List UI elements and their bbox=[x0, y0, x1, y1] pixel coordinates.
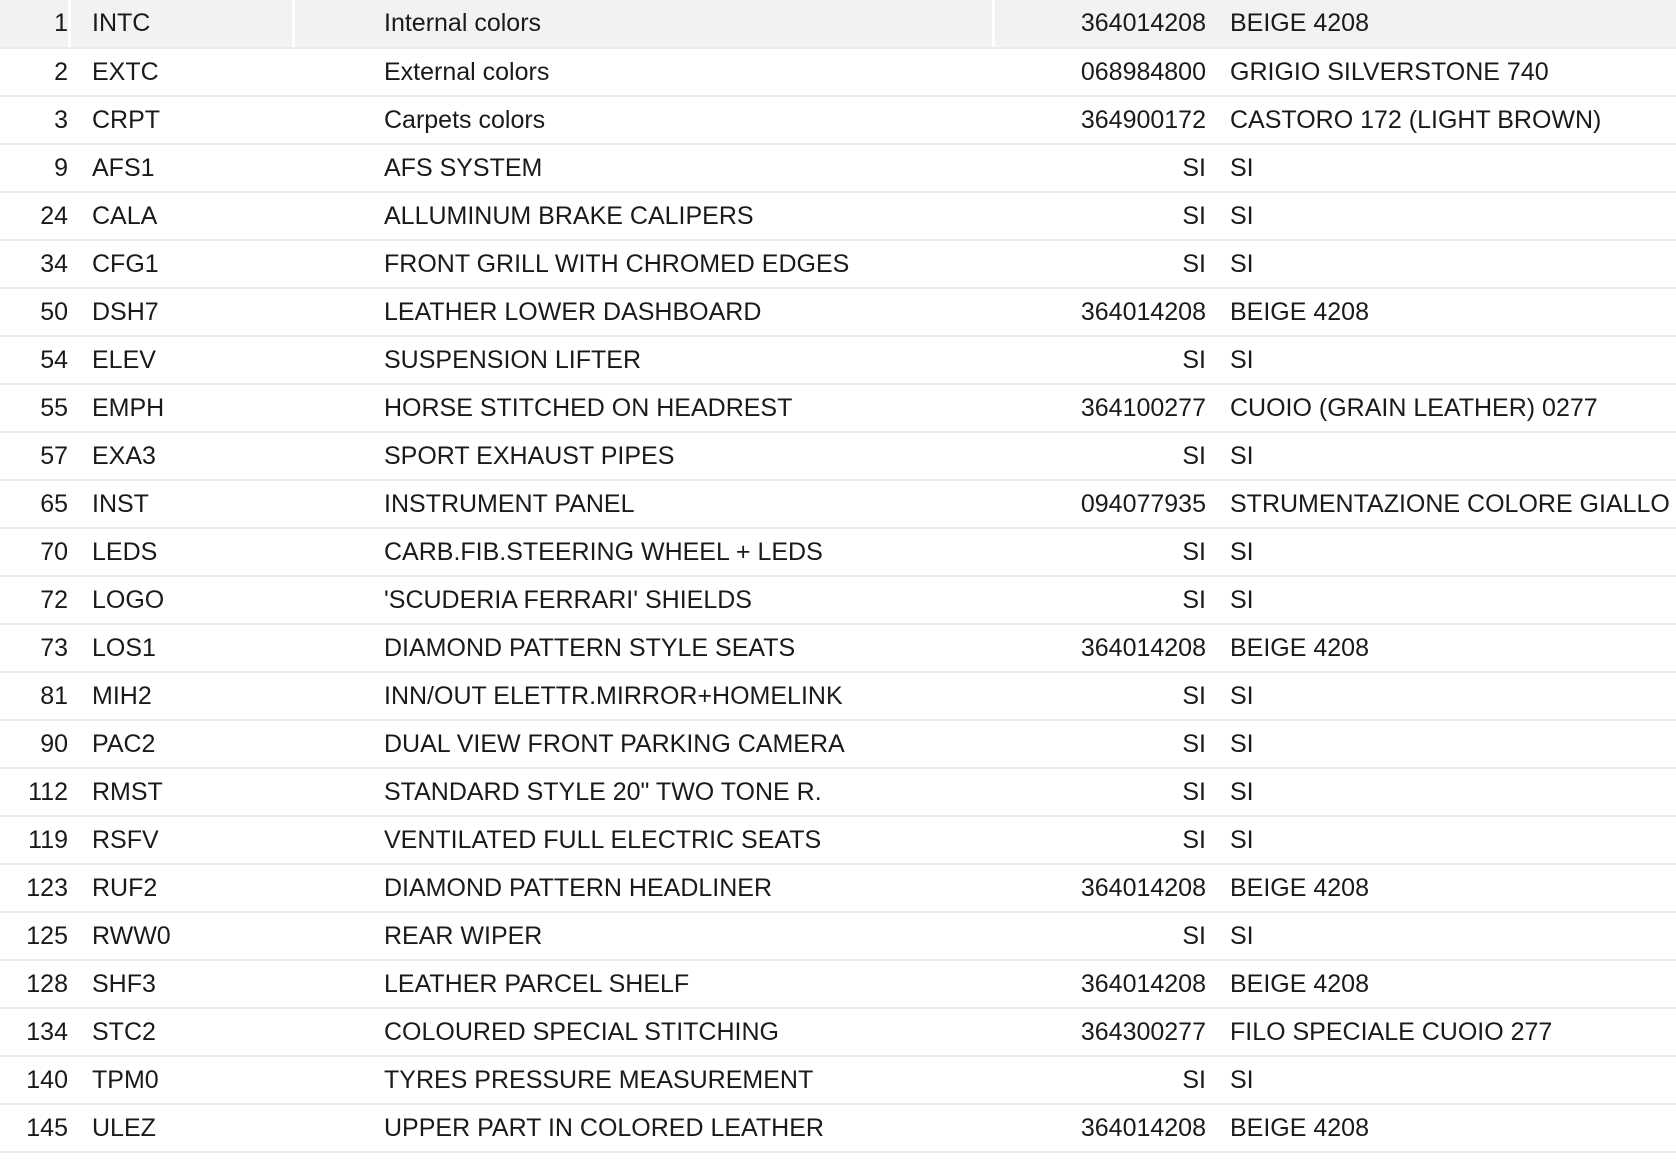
table-row[interactable] bbox=[0, 720, 1676, 768]
option-value-cell: 364100277 bbox=[992, 384, 1206, 432]
option-value-cell: 364014208 bbox=[992, 0, 1206, 48]
option-code-cell: CRPT bbox=[68, 96, 292, 144]
option-description-cell: HORSE STITCHED ON HEADREST bbox=[292, 384, 992, 432]
option-code-cell: RMST bbox=[68, 768, 292, 816]
option-value-label-cell: SI bbox=[1206, 528, 1676, 576]
row-number-cell: 145 bbox=[0, 1104, 68, 1152]
row-number-cell: 2 bbox=[0, 48, 68, 96]
table-row[interactable] bbox=[0, 144, 1676, 192]
table-row[interactable] bbox=[0, 0, 1676, 48]
option-description-cell: Carpets colors bbox=[292, 96, 992, 144]
row-number-cell: 90 bbox=[0, 720, 68, 768]
option-code-cell: PAC2 bbox=[68, 720, 292, 768]
option-value-label-cell: SI bbox=[1206, 672, 1676, 720]
table-row[interactable] bbox=[0, 912, 1676, 960]
row-number-cell: 1 bbox=[0, 0, 68, 48]
option-value-cell: SI bbox=[992, 144, 1206, 192]
table-row[interactable] bbox=[0, 48, 1676, 96]
row-number-cell: 112 bbox=[0, 768, 68, 816]
table-row[interactable] bbox=[0, 1056, 1676, 1104]
option-value-cell: 364300277 bbox=[992, 1008, 1206, 1056]
table-row[interactable] bbox=[0, 1104, 1676, 1152]
option-value-label-cell: STRUMENTAZIONE COLORE GIALLO bbox=[1206, 480, 1676, 528]
option-code-cell: INTC bbox=[68, 0, 292, 48]
option-value-label-cell: BEIGE 4208 bbox=[1206, 0, 1676, 48]
row-number-cell: 119 bbox=[0, 816, 68, 864]
option-value-cell: SI bbox=[992, 768, 1206, 816]
option-description-cell: SUSPENSION LIFTER bbox=[292, 336, 992, 384]
option-code-cell: EXA3 bbox=[68, 432, 292, 480]
option-description-cell: DUAL VIEW FRONT PARKING CAMERA bbox=[292, 720, 992, 768]
option-description-cell: LEATHER LOWER DASHBOARD bbox=[292, 288, 992, 336]
table-row[interactable] bbox=[0, 768, 1676, 816]
option-code-cell: LOS1 bbox=[68, 624, 292, 672]
table-row[interactable] bbox=[0, 96, 1676, 144]
row-number-cell: 125 bbox=[0, 912, 68, 960]
option-code-cell: EXTC bbox=[68, 48, 292, 96]
option-value-cell: 094077935 bbox=[992, 480, 1206, 528]
option-value-label-cell: CASTORO 172 (LIGHT BROWN) bbox=[1206, 96, 1676, 144]
option-value-label-cell: SI bbox=[1206, 144, 1676, 192]
option-value-cell: 364014208 bbox=[992, 864, 1206, 912]
table-row[interactable] bbox=[0, 336, 1676, 384]
option-value-cell: SI bbox=[992, 672, 1206, 720]
option-description-cell: Internal colors bbox=[292, 0, 992, 48]
option-description-cell: CARB.FIB.STEERING WHEEL + LEDS bbox=[292, 528, 992, 576]
option-value-label-cell: SI bbox=[1206, 912, 1676, 960]
option-value-cell: SI bbox=[992, 816, 1206, 864]
option-value-cell: SI bbox=[992, 528, 1206, 576]
option-value-label-cell: BEIGE 4208 bbox=[1206, 960, 1676, 1008]
option-value-label-cell: FILO SPECIALE CUOIO 277 bbox=[1206, 1008, 1676, 1056]
option-description-cell: ALLUMINUM BRAKE CALIPERS bbox=[292, 192, 992, 240]
table-row[interactable] bbox=[0, 816, 1676, 864]
row-number-cell: 3 bbox=[0, 96, 68, 144]
option-description-cell: LEATHER PARCEL SHELF bbox=[292, 960, 992, 1008]
option-code-cell: TPM0 bbox=[68, 1056, 292, 1104]
table-row[interactable] bbox=[0, 480, 1676, 528]
option-value-label-cell: SI bbox=[1206, 432, 1676, 480]
row-number-cell: 128 bbox=[0, 960, 68, 1008]
row-number-cell: 72 bbox=[0, 576, 68, 624]
option-description-cell: STANDARD STYLE 20" TWO TONE R. bbox=[292, 768, 992, 816]
table-row[interactable] bbox=[0, 624, 1676, 672]
option-description-cell: SPORT EXHAUST PIPES bbox=[292, 432, 992, 480]
option-value-cell: SI bbox=[992, 912, 1206, 960]
table-row[interactable] bbox=[0, 672, 1676, 720]
option-description-cell: External colors bbox=[292, 48, 992, 96]
option-value-label-cell: CUOIO (GRAIN LEATHER) 0277 bbox=[1206, 384, 1676, 432]
table-row[interactable] bbox=[0, 864, 1676, 912]
option-code-cell: RWW0 bbox=[68, 912, 292, 960]
option-code-cell: ULEZ bbox=[68, 1104, 292, 1152]
option-code-cell: EMPH bbox=[68, 384, 292, 432]
row-number-cell: 57 bbox=[0, 432, 68, 480]
row-number-cell: 65 bbox=[0, 480, 68, 528]
option-value-cell: 364014208 bbox=[992, 960, 1206, 1008]
option-value-cell: SI bbox=[992, 240, 1206, 288]
option-value-cell: SI bbox=[992, 336, 1206, 384]
table-row[interactable] bbox=[0, 960, 1676, 1008]
option-value-cell: 364900172 bbox=[992, 96, 1206, 144]
option-value-cell: SI bbox=[992, 576, 1206, 624]
option-value-label-cell: SI bbox=[1206, 240, 1676, 288]
row-number-cell: 81 bbox=[0, 672, 68, 720]
option-description-cell: UPPER PART IN COLORED LEATHER bbox=[292, 1104, 992, 1152]
option-description-cell: VENTILATED FULL ELECTRIC SEATS bbox=[292, 816, 992, 864]
option-description-cell: INSTRUMENT PANEL bbox=[292, 480, 992, 528]
row-number-cell: 54 bbox=[0, 336, 68, 384]
option-description-cell: FRONT GRILL WITH CHROMED EDGES bbox=[292, 240, 992, 288]
option-code-cell: RUF2 bbox=[68, 864, 292, 912]
option-description-cell: 'SCUDERIA FERRARI' SHIELDS bbox=[292, 576, 992, 624]
option-code-cell: SHF3 bbox=[68, 960, 292, 1008]
option-value-label-cell: BEIGE 4208 bbox=[1206, 864, 1676, 912]
option-code-cell: LEDS bbox=[68, 528, 292, 576]
row-number-cell: 24 bbox=[0, 192, 68, 240]
option-code-cell: ELEV bbox=[68, 336, 292, 384]
option-code-cell: DSH7 bbox=[68, 288, 292, 336]
option-value-label-cell: SI bbox=[1206, 192, 1676, 240]
row-number-cell: 55 bbox=[0, 384, 68, 432]
option-value-cell: SI bbox=[992, 192, 1206, 240]
option-value-label-cell: SI bbox=[1206, 336, 1676, 384]
row-number-cell: 50 bbox=[0, 288, 68, 336]
table-row[interactable] bbox=[0, 528, 1676, 576]
option-description-cell: AFS SYSTEM bbox=[292, 144, 992, 192]
option-code-cell: RSFV bbox=[68, 816, 292, 864]
option-code-cell: STC2 bbox=[68, 1008, 292, 1056]
row-number-cell: 34 bbox=[0, 240, 68, 288]
option-value-cell: 364014208 bbox=[992, 1104, 1206, 1152]
row-number-cell: 70 bbox=[0, 528, 68, 576]
option-value-cell: SI bbox=[992, 720, 1206, 768]
table-row[interactable] bbox=[0, 576, 1676, 624]
option-description-cell: DIAMOND PATTERN STYLE SEATS bbox=[292, 624, 992, 672]
option-code-cell: MIH2 bbox=[68, 672, 292, 720]
option-code-cell: LOGO bbox=[68, 576, 292, 624]
option-value-label-cell: SI bbox=[1206, 1056, 1676, 1104]
table-row[interactable] bbox=[0, 432, 1676, 480]
option-description-cell: INN/OUT ELETTR.MIRROR+HOMELINK bbox=[292, 672, 992, 720]
option-value-cell: 364014208 bbox=[992, 624, 1206, 672]
row-number-cell: 123 bbox=[0, 864, 68, 912]
option-description-cell: DIAMOND PATTERN HEADLINER bbox=[292, 864, 992, 912]
option-value-cell: SI bbox=[992, 1056, 1206, 1104]
option-code-cell: CFG1 bbox=[68, 240, 292, 288]
option-value-label-cell: GRIGIO SILVERSTONE 740 bbox=[1206, 48, 1676, 96]
table-row[interactable] bbox=[0, 384, 1676, 432]
option-description-cell: COLOURED SPECIAL STITCHING bbox=[292, 1008, 992, 1056]
option-code-cell: AFS1 bbox=[68, 144, 292, 192]
row-number-cell: 9 bbox=[0, 144, 68, 192]
option-code-cell: INST bbox=[68, 480, 292, 528]
option-value-label-cell: BEIGE 4208 bbox=[1206, 1104, 1676, 1152]
table-row[interactable] bbox=[0, 192, 1676, 240]
row-number-cell: 134 bbox=[0, 1008, 68, 1056]
option-code-cell: CALA bbox=[68, 192, 292, 240]
option-value-label-cell: SI bbox=[1206, 768, 1676, 816]
table-row[interactable] bbox=[0, 1008, 1676, 1056]
option-value-cell: 068984800 bbox=[992, 48, 1206, 96]
row-number-cell: 73 bbox=[0, 624, 68, 672]
option-value-label-cell: SI bbox=[1206, 720, 1676, 768]
option-description-cell: REAR WIPER bbox=[292, 912, 992, 960]
option-value-cell: 364014208 bbox=[992, 288, 1206, 336]
row-number-cell: 140 bbox=[0, 1056, 68, 1104]
option-value-label-cell: BEIGE 4208 bbox=[1206, 288, 1676, 336]
option-description-cell: TYRES PRESSURE MEASUREMENT bbox=[292, 1056, 992, 1104]
table-row[interactable] bbox=[0, 288, 1676, 336]
option-value-cell: SI bbox=[992, 432, 1206, 480]
option-value-label-cell: BEIGE 4208 bbox=[1206, 624, 1676, 672]
option-value-label-cell: SI bbox=[1206, 816, 1676, 864]
table-row[interactable] bbox=[0, 240, 1676, 288]
option-value-label-cell: SI bbox=[1206, 576, 1676, 624]
